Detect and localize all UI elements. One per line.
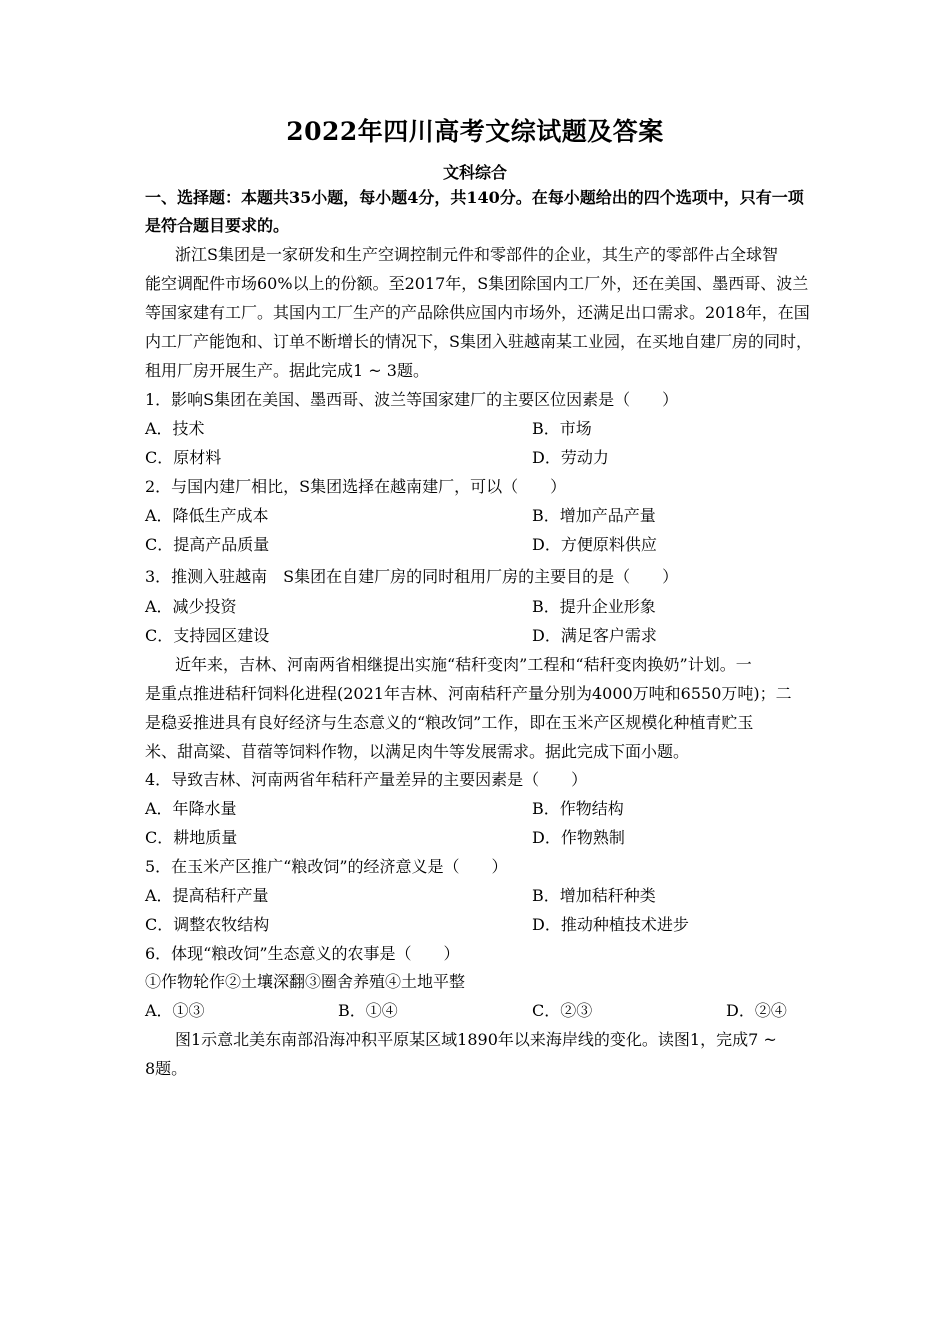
passage1-line: 内工厂产能饱和、订单不断增长的情况下，S集团入驻越南某工业园，在买地自建厂房的同时， — [145, 332, 812, 351]
section-instructions-cont: 是符合题目要求的。 — [145, 216, 290, 235]
passage2-line: 米、甜高粱、苜蓿等饲料作物，以满足肉牛等发展需求。据此完成下面小题。 — [145, 742, 690, 761]
question-3-option-b: B．提升企业形象 — [532, 597, 656, 616]
question-6-option-a: A．①③ — [145, 1001, 205, 1020]
question-2-option-d: D．方便原料供应 — [532, 535, 657, 554]
question-1-option-d: D．劳动力 — [532, 448, 609, 467]
question-1-option-b: B．市场 — [532, 419, 592, 438]
question-3-option-a: A．减少投资 — [145, 597, 237, 616]
question-4-option-d: D．作物熟制 — [532, 828, 625, 847]
question-1-stem: 1．影响S集团在美国、墨西哥、波兰等国家建厂的主要区位因素是（ ） — [145, 390, 679, 409]
passage1-line: 租用厂房开展生产。据此完成1 ~ 3题。 — [145, 361, 429, 380]
question-6-option-b: B．①④ — [338, 1001, 398, 1020]
question-5-option-a: A．提高秸秆产量 — [145, 886, 269, 905]
question-4-stem: 4．导致吉林、河南两省年秸秆产量差异的主要因素是（ ） — [145, 770, 588, 789]
question-3-option-c: C．支持园区建设 — [145, 626, 270, 645]
question-4-option-c: C．耕地质量 — [145, 828, 238, 847]
question-1-option-a: A．技术 — [145, 419, 205, 438]
question-2-stem: 2．与国内建厂相比，S集团选择在越南建厂，可以（ ） — [145, 477, 567, 496]
question-5-stem: 5．在玉米产区推广“粮改饲”的经济意义是（ ） — [145, 857, 508, 876]
question-2-option-c: C．提高产品质量 — [145, 535, 270, 554]
passage1-line: 等国家建有工厂。其国内工厂生产的产品除供应国内市场外，还满足出口需求。2018年，在国 — [145, 303, 810, 322]
page-title: 2022年四川高考文综试题及答案 — [286, 117, 664, 146]
question-4-option-a: A．年降水量 — [145, 799, 237, 818]
passage2-line: 是重点推进秸秆饲料化进程(2021年吉林、河南秸秆产量分别为4000万吨和6550万吨)；二 — [145, 684, 792, 703]
question-4-option-b: B．作物结构 — [532, 799, 624, 818]
passage2-line: 近年来，吉林、河南两省相继提出实施“秸秆变肉”工程和“秸秆变肉换奶”计划。一 — [175, 655, 752, 674]
question-2-option-b: B．增加产品产量 — [532, 506, 656, 525]
passage1-line: 浙江S集团是一家研发和生产空调控制元件和零部件的企业，其生产的零部件占全球智 — [175, 245, 778, 264]
question-6-stem: 6．体现“粮改饲”生态意义的农事是（ ） — [145, 944, 460, 963]
question-2-option-a: A．降低生产成本 — [145, 506, 269, 525]
question-3-stem: 3．推测入驻越南 S集团在自建厂房的同时租用厂房的主要目的是（ ） — [145, 567, 679, 586]
page-subtitle: 文科综合 — [442, 163, 507, 182]
question-1-option-c: C．原材料 — [145, 448, 222, 467]
passage1-line: 能空调配件市场60%以上的份额。至2017年，S集团除国内工厂外，还在美国、墨西哥、波兰 — [145, 274, 809, 293]
question-5-option-d: D．推动种植技术进步 — [532, 915, 689, 934]
question-5-option-b: B．增加秸秆种类 — [532, 886, 656, 905]
question-5-option-c: C．调整农牧结构 — [145, 915, 270, 934]
question-6-items: ①作物轮作②土壤深翻③圈舍养殖④土地平整 — [145, 972, 466, 991]
question-3-option-d: D．满足客户需求 — [532, 626, 657, 645]
section-instructions: 一、选择题：本题共35小题，每小题4分，共140分。在每小题给出的四个选项中，只有一项 — [145, 188, 804, 207]
question-6-option-c: C．②③ — [532, 1001, 593, 1020]
passage2-line: 是稳妥推进具有良好经济与生态意义的“粮改饲”工作，即在玉米产区规模化种植青贮玉 — [145, 713, 754, 732]
question-6-option-d: D．②④ — [726, 1001, 787, 1020]
passage3-line: 8题。 — [145, 1059, 188, 1078]
passage3-line: 图1示意北美东南部沿海冲积平原某区域1890年以来海岸线的变化。读图1，完成7 ~ — [175, 1030, 777, 1049]
